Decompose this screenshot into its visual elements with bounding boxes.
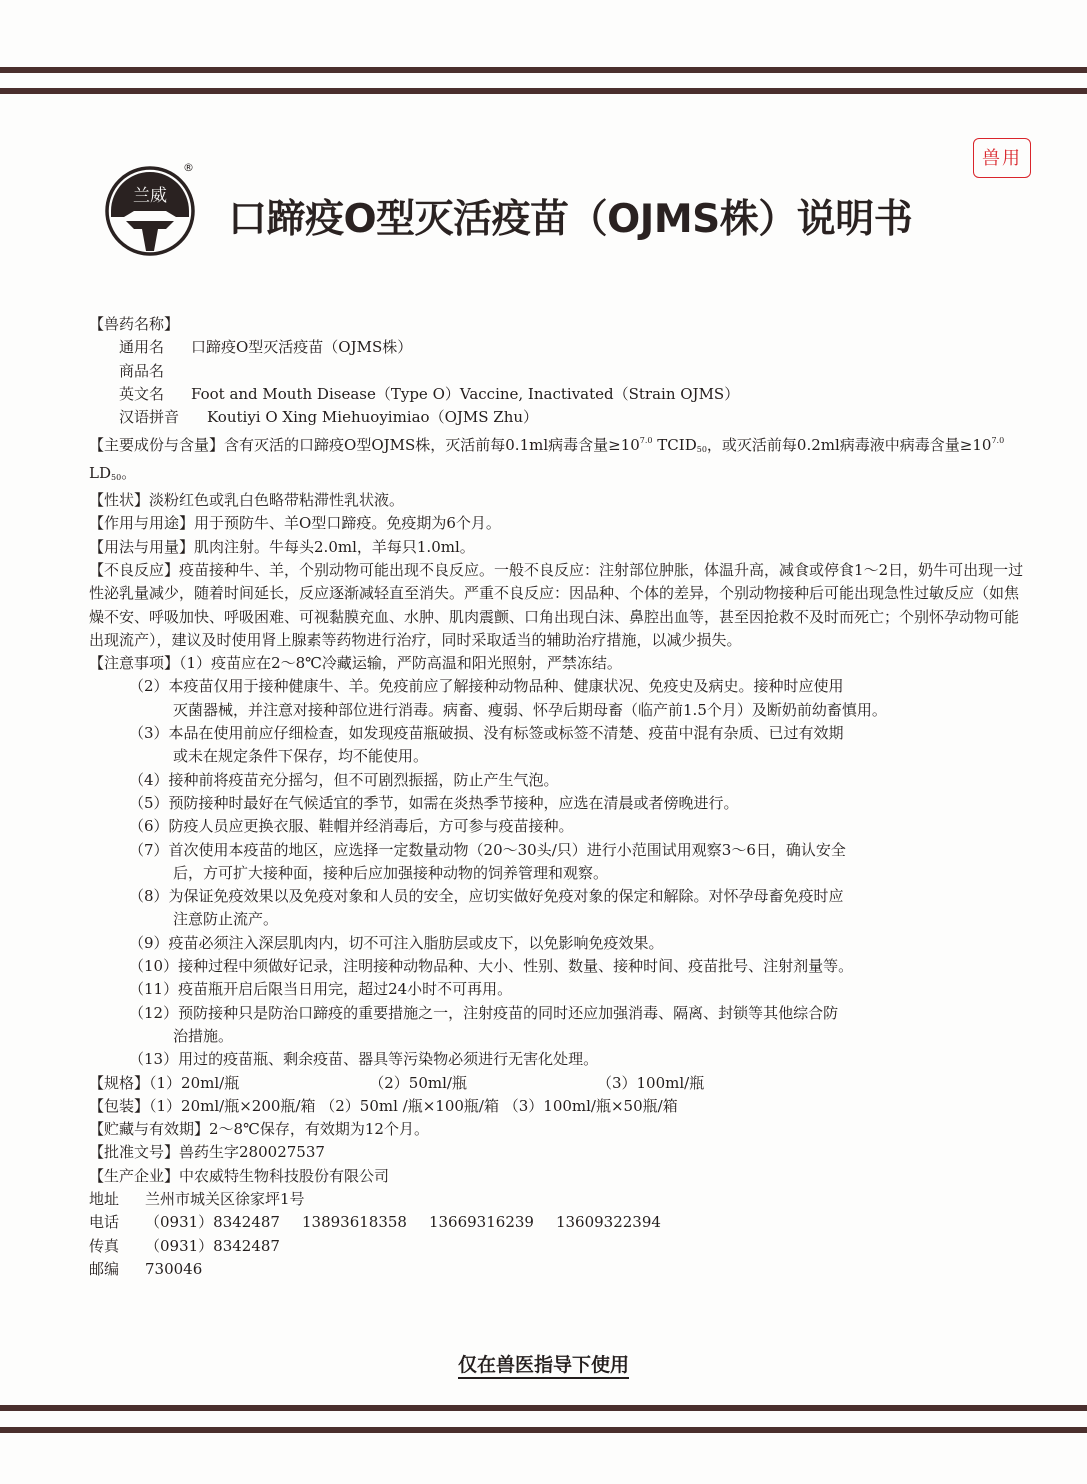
svg-text:兰威: 兰威 bbox=[133, 186, 167, 206]
section-manufacturer: 【生产企业】中农威特生物科技股份有限公司 bbox=[89, 1166, 390, 1185]
section-storage: 【贮藏与有效期】2～8℃保存，有效期为12个月。 bbox=[89, 1120, 429, 1139]
section-drug-name-heading: 【兽药名称】 bbox=[89, 315, 180, 333]
precaution-item-1: 【注意事项】（1）疫苗应在2～8℃冷藏运输，严防高温和阳光照射，严禁冻结。 bbox=[89, 654, 622, 673]
document-title: 口蹄疫O型灭活疫苗（OJMS株）说明书 bbox=[228, 197, 913, 242]
bottom-stripe-2 bbox=[0, 1427, 1087, 1433]
precaution-item-3: （3）本品在使用前应仔细检查，如发现疫苗瓶破损、没有标签或标签不清楚、疫苗中混有杂质、已过有效期 bbox=[129, 724, 844, 743]
top-stripe-1 bbox=[0, 67, 1087, 73]
precaution-item-2-cont: 灭菌器械，并注意对接种部位进行消毒。病畜、瘦弱、怀孕后期母畜（临产前1.5个月）及断奶前幼畜慎用。 bbox=[173, 700, 887, 719]
precaution-item-8-cont: 注意防止流产。 bbox=[173, 910, 279, 929]
precaution-item-8: （8）为保证免疫效果以及免疫对象和人员的安全，应切实做好免疫对象的保定和解除。对怀孕母畜免疫时应 bbox=[129, 887, 844, 906]
precaution-item-3-cont: 或未在规定条件下保存，均不能使用。 bbox=[173, 747, 429, 766]
veterinary-use-notice: 仅在兽医指导下使用 bbox=[0, 1350, 1087, 1377]
precaution-item-7: （7）首次使用本疫苗的地区，应选择一定数量动物（20～30头/只）进行小范围试用观察3～6日，确认安全 bbox=[129, 840, 846, 859]
english-name-value: Foot and Mouth Disease（Type O）Vaccine, Inactivated（Strain OJMS） bbox=[191, 384, 740, 403]
section-character: 【性状】淡粉红色或乳白色略带粘滞性乳状液。 bbox=[89, 491, 405, 510]
bottom-stripe-1 bbox=[0, 1405, 1087, 1411]
fax-row: 传真 （0931）8342487 bbox=[89, 1236, 280, 1255]
contact-info bbox=[89, 1188, 1029, 1281]
precaution-item-13: （13）用过的疫苗瓶、剩余疫苗、器具等污染物必须进行无害化处理。 bbox=[129, 1050, 599, 1069]
section-approval-number: 【批准文号】兽药生字280027537 bbox=[89, 1143, 325, 1162]
precaution-item-12-cont: 治措施。 bbox=[173, 1026, 234, 1045]
precaution-item-4: （4）接种前将疫苗充分摇匀，但不可剧烈振摇，防止产生气泡。 bbox=[129, 770, 559, 789]
section-package: 【包装】（1）20ml/瓶×200瓶/箱 （2）50ml /瓶×100瓶/箱 （3）100ml/瓶×50瓶/箱 bbox=[89, 1096, 678, 1115]
generic-name-row: 通用名 口蹄疫O型灭活疫苗（OJMS株） bbox=[119, 338, 413, 357]
pinyin-name-value: Koutiyi O Xing Miehuoyimiao（OJMS Zhu） bbox=[207, 408, 539, 427]
veterinary-stamp: 兽用 bbox=[973, 138, 1031, 178]
document-body bbox=[89, 313, 1029, 1281]
company-logo-icon bbox=[104, 165, 196, 257]
precaution-item-9: （9）疫苗必须注入深层肌肉内，切不可注入脂肪层或皮下，以免影响免疫效果。 bbox=[129, 933, 664, 952]
precaution-item-5: （5）预防接种时最好在气候适宜的季节，如需在炎热季节接种，应选在清晨或者傍晚进行。 bbox=[129, 793, 739, 812]
precaution-item-12: （12）预防接种只是防治口蹄疫的重要措施之一，注射疫苗的同时还应加强消毒、隔离、封锁等其他综合防 bbox=[129, 1003, 839, 1022]
precaution-item-10: （10）接种过程中须做好记录，注明接种动物品种、大小、性别、数量、接种时间、疫苗批号、注射剂量等。 bbox=[129, 957, 854, 976]
section-adverse-reactions: 【不良反应】疫苗接种牛、羊，个别动物可能出现不良反应。一般不良反应：注射部位肿胀，体温升高，减食或停食1～2日，奶牛可出现一过性泌乳量减少，随着时间延长，反应逐渐减轻直至消失。严重不良反应：因品种、个体的差异，个别动物接种后可能出现急性过敏反应（如焦燥不安、呼吸加快、呼吸困难、可视黏膜充血、水肿、肌肉震颤、口角出现白沫、鼻腔出血等，甚至因抢救不及时而死亡；个别怀孕动物可能出现流产），建议及时使用肾上腺素等药物进行治疗，同时采取适当的辅助治疗措施，以减少损失。 bbox=[89, 560, 1024, 649]
english-name-row: 英文名 Foot and Mouth Disease（Type O）Vaccine, Inactivated（Strain OJMS） bbox=[119, 384, 740, 403]
phone-row: 电话 （0931）8342487 13893618358 13669316239 13609322394 bbox=[89, 1213, 661, 1232]
section-dosage: 【用法与用量】肌肉注射。牛每头2.0ml，羊每只1.0ml。 bbox=[89, 537, 475, 556]
section-specification: 【规格】（1）20ml/瓶 （2）50ml/瓶 （3）100ml/瓶 bbox=[89, 1073, 705, 1092]
pinyin-name-row: 汉语拼音 Koutiyi O Xing Miehuoyimiao（OJMS Zhu） bbox=[119, 408, 539, 427]
precaution-item-2: （2）本疫苗仅用于接种健康牛、羊。免疫前应了解接种动物品种、健康状况、免疫史及病史。接种时应使用 bbox=[129, 677, 844, 696]
section-composition: 【主要成份与含量】含有灭活的口蹄疫O型OJMS株，灭活前每0.1ml病毒含量$\ge 10^{7.0}$ TCID50，或灭活前每0.2ml病毒液中病毒含量$\ge 10^{7.0}$ LD50。 bbox=[89, 436, 1005, 482]
address-row: 地址 兰州市城关区徐家坪1号 bbox=[89, 1189, 305, 1208]
section-indication: 【作用与用途】用于预防牛、羊O型口蹄疫。免疫期为6个月。 bbox=[89, 514, 501, 533]
postcode-row: 邮编 730046 bbox=[89, 1259, 203, 1278]
precaution-item-7-cont: 后，方可扩大接种面，接种后应加强接种动物的饲养管理和观察。 bbox=[173, 863, 609, 882]
precaution-item-6: （6）防疫人员应更换衣服、鞋帽并经消毒后，方可参与疫苗接种。 bbox=[129, 817, 574, 836]
precaution-item-11: （11）疫苗瓶开启后限当日用完，超过24小时不可再用。 bbox=[129, 980, 513, 999]
registered-mark: ® bbox=[183, 161, 194, 174]
trade-name-row: 商品名 bbox=[119, 361, 165, 380]
section-precautions bbox=[89, 652, 1029, 1071]
generic-name-value: 口蹄疫O型灭活疫苗（OJMS株） bbox=[191, 338, 413, 357]
top-stripe-2 bbox=[0, 88, 1087, 94]
